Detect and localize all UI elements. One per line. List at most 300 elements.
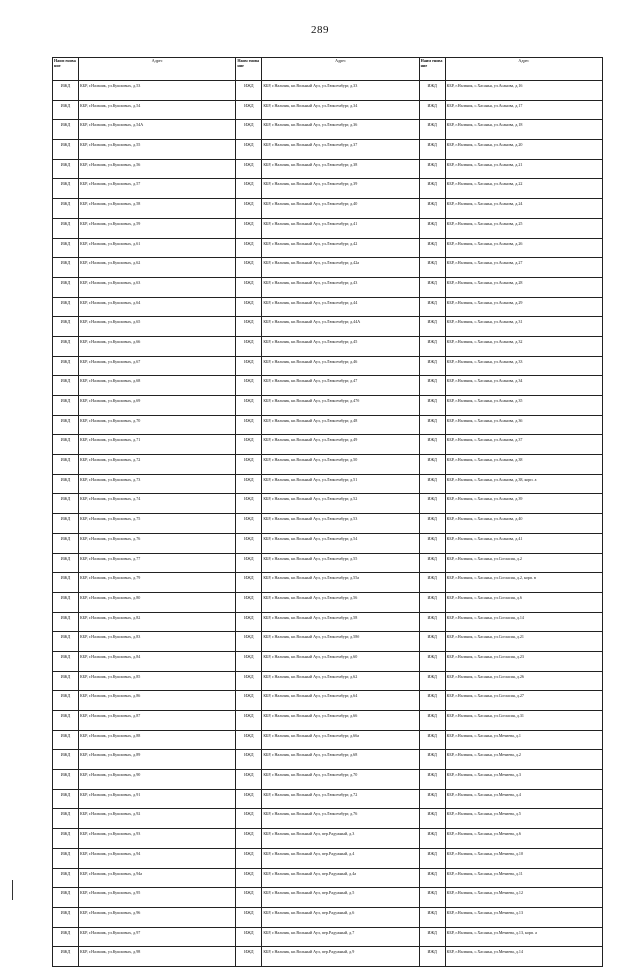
address-text: КБР, г.Нальчик, с.Хасанья, ул.Асанова, д.17 [446,102,523,108]
building-type-cell: ИЖД [236,514,262,534]
address-cell [445,730,602,750]
address-text: КБР, г.Нальчик, кп.Вольный Аул, ул.Люксембург, д.33 [263,83,358,88]
address-cell [79,435,236,455]
building-type-cell: ИЖД [236,297,262,317]
address-text: КБР, г.Нальчик, с.Хасанья, ул.Мечиева, д.10 [446,850,524,856]
address-text: КБР, г.Нальчик, с.Хасанья, ул.Мечиева, д.1 [446,732,521,738]
address-text: КБР, г.Нальчик, ул.Кушховых, д.79 [80,575,141,581]
building-type-cell: ИЖД [236,809,262,829]
address-text: КБР, г.Нальчик, кп.Вольный Аул, ул.Люксембург, д.55 [263,555,358,561]
address-text: КБР, г.Нальчик, с.Хасанья, ул.Мечиева, д.14 [446,949,524,955]
address-cell [445,848,602,868]
table-row [53,789,603,809]
address-text: КБР, г.Нальчик, кп.Вольный Аул, ул.Люксембург, д.68 [263,752,358,758]
table-row [53,888,603,908]
address-text: КБР, г.Нальчик, кп.Вольный Аул, пер.Радужный, д.6 [263,909,355,915]
header-type-1: Наим енова ние [53,58,79,81]
address-text: КБР, г.Нальчик, кп.Вольный Аул, ул.Люксембург, д.53 [263,516,358,522]
address-cell [262,671,419,691]
address-text: КБР, г.Нальчик, ул.Кушховых, д.84 [80,653,141,659]
header-address-2: Адрес [262,58,419,81]
address-cell [262,848,419,868]
building-type-cell: ИЖД [419,711,445,731]
address-cell [262,258,419,278]
address-text: КБР, г.Нальчик, с.Хасанья, ул.Мечиева, д.5 [446,811,521,817]
table-row [53,632,603,652]
address-cell [79,809,236,829]
building-type-cell: ИЖД [236,927,262,947]
table-row [53,691,603,711]
address-cell [79,100,236,120]
address-cell [262,81,419,101]
table-row [53,238,603,258]
table-row [53,514,603,534]
address-cell [445,159,602,179]
building-type-cell: ИЖД [53,770,79,790]
address-text: КБР, г.Нальчик, с.Хасанья, ул.Асанова, д.33 [446,358,523,364]
address-cell [262,553,419,573]
address-cell [445,651,602,671]
address-text: КБР, г.Нальчик, ул.Кушховых, д.82 [80,614,141,620]
building-type-cell: ИЖД [419,927,445,947]
address-cell [79,671,236,691]
address-text: КБР, г.Нальчик, ул.Кушховых, д.57 [80,181,141,187]
address-cell [79,81,236,101]
building-type-cell: ИЖД [419,868,445,888]
table-row [53,396,603,416]
address-text: КБР, г.Нальчик, ул.Кушховых, д.63 [80,279,141,285]
address-cell [262,415,419,435]
building-type-cell: ИЖД [419,120,445,140]
address-text: КБР, г.Нальчик, с.Хасанья, ул.Асанова, д.27 [446,260,523,266]
address-text: КБР, г.Нальчик, ул.Кушховых, д.98 [80,949,141,955]
building-type-cell: ИЖД [53,238,79,258]
building-type-cell: ИЖД [236,179,262,199]
address-text: КБР, г.Нальчик, кп.Вольный Аул, ул.Люксембург, д.76 [263,811,358,817]
building-type-cell: ИЖД [419,199,445,219]
building-type-cell: ИЖД [53,789,79,809]
building-type-cell: ИЖД [419,140,445,160]
building-type-cell: ИЖД [236,140,262,160]
building-type-cell: ИЖД [236,199,262,219]
address-cell [79,829,236,849]
address-cell [445,455,602,475]
address-cell [445,553,602,573]
address-cell [445,120,602,140]
building-type-cell: ИЖД [236,711,262,731]
building-type-cell: ИЖД [53,533,79,553]
address-text: КБР, г.Нальчик, кп.Вольный Аул, ул.Люксембург, д.47б [263,398,360,403]
building-type-cell: ИЖД [53,809,79,829]
building-type-cell: ИЖД [53,415,79,435]
address-text: КБР, г.Нальчик, кп.Вольный Аул, ул.Люксембург, д.49 [263,437,358,443]
address-text: КБР, г.Нальчик, ул.Кушховых, д.86 [80,693,141,699]
address-text: КБР, г.Нальчик, с.Хасанья, ул.Асанова, д.21 [446,161,523,167]
building-type-cell: ИЖД [419,277,445,297]
building-type-cell: ИЖД [419,789,445,809]
building-type-cell: ИЖД [236,415,262,435]
address-text: КБР, г.Нальчик, ул.Кушховых, д.65 [80,319,141,325]
table-row [53,848,603,868]
address-cell [79,514,236,534]
address-cell [262,494,419,514]
building-type-cell: ИЖД [236,474,262,494]
address-cell [79,179,236,199]
table-row [53,258,603,278]
address-text: КБР, г.Нальчик, кп.Вольный Аул, ул.Люксембург, д.41 [263,220,358,226]
building-type-cell: ИЖД [53,317,79,337]
address-text: КБР, г.Нальчик, ул.Кушховых, д.58 [80,201,141,207]
table-row [53,533,603,553]
building-type-cell: ИЖД [236,277,262,297]
address-cell [445,435,602,455]
table-row [53,868,603,888]
table-row [53,140,603,160]
address-text: КБР, г.Нальчик, ул.Кушховых, д.94 [80,850,141,856]
address-text: КБР, г.Нальчик, с.Хасанья, ул.Мечиева, д.3 [446,772,521,778]
address-cell [262,750,419,770]
address-text: КБР, г.Нальчик, с.Хасанья, ул.Асанова, д.26 [446,240,523,246]
building-type-cell: ИЖД [419,947,445,967]
address-text: КБР, г.Нальчик, кп.Вольный Аул, ул.Люксембург, д.47 [263,378,358,384]
address-text: КБР, г.Нальчик, с.Хасанья, ул.Асанова, д.28 [446,279,523,285]
address-cell [79,533,236,553]
address-text: КБР, г.Нальчик, с.Хасанья, ул.Асанова, д.16 [446,83,523,88]
address-text: КБР, г.Нальчик, ул.Кушховых, д.97 [80,929,141,935]
building-type-cell: ИЖД [53,848,79,868]
building-type-cell: ИЖД [419,376,445,396]
address-cell [445,317,602,337]
table-row [53,297,603,317]
address-text: КБР, г.Нальчик, кп.Вольный Аул, ул.Люксембург, д.51 [263,476,358,482]
address-cell [445,888,602,908]
address-cell [79,277,236,297]
building-type-cell: ИЖД [53,553,79,573]
address-cell [79,888,236,908]
table-row [53,809,603,829]
address-text: КБР, г.Нальчик, кп.Вольный Аул, ул.Люксембург, д.34 [263,102,358,108]
table-row [53,573,603,593]
address-text: КБР, г.Нальчик, кп.Вольный Аул, пер.Радужный, д.9 [263,949,355,955]
address-cell [262,159,419,179]
building-type-cell: ИЖД [53,947,79,967]
building-type-cell: ИЖД [419,297,445,317]
table-row [53,770,603,790]
address-cell [79,848,236,868]
address-text: КБР, г.Нальчик, с.Хасанья, ул.Мечиева, д.4 [446,791,521,797]
address-cell [79,553,236,573]
table-row [53,829,603,849]
building-type-cell: ИЖД [419,179,445,199]
address-cell [262,907,419,927]
building-type-cell: ИЖД [53,297,79,317]
address-text: КБР, г.Нальчик, ул.Кушховых, д.91 [80,791,141,797]
address-cell [79,770,236,790]
table-row [53,277,603,297]
building-type-cell: ИЖД [53,907,79,927]
address-cell [262,179,419,199]
address-cell [445,789,602,809]
building-type-cell: ИЖД [236,651,262,671]
building-type-cell: ИЖД [419,907,445,927]
building-type-cell: ИЖД [419,632,445,652]
address-cell [262,317,419,337]
building-type-cell: ИЖД [53,671,79,691]
address-cell [79,336,236,356]
address-text: КБР, г.Нальчик, с.Хасанья, ул.Согласия, д.31 [446,713,524,718]
address-text: КБР, г.Нальчик, ул.Кушховых, д.62 [80,260,141,266]
building-type-cell: ИЖД [53,100,79,120]
building-type-cell: ИЖД [419,592,445,612]
address-cell [79,356,236,376]
address-text: КБР, г.Нальчик, ул.Кушховых, д.69 [80,398,141,403]
building-type-cell: ИЖД [53,592,79,612]
address-cell [79,120,236,140]
address-cell [445,356,602,376]
address-cell [79,632,236,652]
address-text: КБР, г.Нальчик, ул.Кушховых, д.90 [80,772,141,778]
building-type-cell: ИЖД [236,750,262,770]
address-text: КБР, г.Нальчик, кп.Вольный Аул, ул.Люксембург, д.46 [263,358,358,364]
address-cell [79,927,236,947]
address-cell [79,396,236,416]
address-cell [262,691,419,711]
building-type-cell: ИЖД [419,159,445,179]
address-cell [445,474,602,494]
building-type-cell: ИЖД [53,455,79,475]
building-type-cell: ИЖД [236,336,262,356]
address-cell [445,573,602,593]
building-type-cell: ИЖД [419,238,445,258]
building-type-cell: ИЖД [419,651,445,671]
address-text: КБР, г.Нальчик, с.Хасанья, ул.Мечиева, д.11 [446,870,523,876]
address-text: КБР, г.Нальчик, с.Хасанья, ул.Асанова, д.25 [446,220,523,226]
address-text: КБР, г.Нальчик, кп.Вольный Аул, ул.Люксембург, д.43 [263,279,358,285]
building-type-cell: ИЖД [53,651,79,671]
address-text: КБР, г.Нальчик, с.Хасанья, ул.Мечиева, д.13, корп. а [446,929,537,935]
address-text: КБР, г.Нальчик, с.Хасанья, ул.Асанова, д.38 [446,457,523,463]
building-type-cell: ИЖД [53,474,79,494]
address-text: КБР, г.Нальчик, кп.Вольный Аул, ул.Люксембург, д.66 [263,713,358,718]
building-type-cell: ИЖД [419,81,445,101]
address-text: КБР, г.Нальчик, кп.Вольный Аул, ул.Люксембург, д.45 [263,338,358,344]
building-type-cell: ИЖД [53,140,79,160]
address-cell [79,691,236,711]
address-cell [262,140,419,160]
address-cell [445,238,602,258]
address-cell [79,474,236,494]
address-cell [262,809,419,829]
table-row [53,907,603,927]
address-text: КБР, г.Нальчик, кп.Вольный Аул, ул.Люксембург, д.36 [263,122,358,128]
table-body [53,81,603,967]
building-type-cell: ИЖД [53,730,79,750]
table-row [53,100,603,120]
address-text: КБР, г.Нальчик, ул.Кушховых, д.75 [80,516,141,522]
building-type-cell: ИЖД [236,848,262,868]
building-type-cell: ИЖД [419,848,445,868]
address-text: КБР, г.Нальчик, с.Хасанья, ул.Асанова, д.40 [446,516,523,522]
address-text: КБР, г.Нальчик, ул.Кушховых, д.67 [80,358,141,364]
address-cell [79,218,236,238]
building-type-cell: ИЖД [53,81,79,101]
address-cell [445,533,602,553]
address-cell [262,514,419,534]
building-type-cell: ИЖД [53,750,79,770]
address-cell [445,927,602,947]
table-row [53,494,603,514]
building-type-cell: ИЖД [236,691,262,711]
building-type-cell: ИЖД [419,336,445,356]
address-cell [79,140,236,160]
address-text: КБР, г.Нальчик, кп.Вольный Аул, ул.Люксембург, д.50 [263,457,358,463]
address-cell [262,336,419,356]
address-cell [262,651,419,671]
address-cell [79,258,236,278]
address-text: КБР, г.Нальчик, с.Хасанья, ул.Асанова, д.34 [446,378,523,384]
address-cell [79,947,236,967]
address-text: КБР, г.Нальчик, ул.Кушховых, д.77 [80,555,141,561]
address-cell [79,592,236,612]
address-table [52,57,603,967]
address-cell [262,396,419,416]
address-cell [445,415,602,435]
address-cell [445,947,602,967]
building-type-cell: ИЖД [53,218,79,238]
address-text: КБР, г.Нальчик, ул.Кушховых, д.68 [80,378,141,384]
address-text: КБР, г.Нальчик, ул.Кушховых, д.55 [80,142,141,148]
building-type-cell: ИЖД [53,376,79,396]
table-row [53,415,603,435]
table-row [53,711,603,731]
building-type-cell: ИЖД [53,888,79,908]
building-type-cell: ИЖД [419,888,445,908]
address-cell [262,199,419,219]
building-type-cell: ИЖД [53,868,79,888]
address-cell [79,159,236,179]
table-row [53,455,603,475]
address-cell [262,435,419,455]
building-type-cell: ИЖД [53,356,79,376]
building-type-cell: ИЖД [53,277,79,297]
address-cell [445,218,602,238]
building-type-cell: ИЖД [236,553,262,573]
address-cell [262,376,419,396]
address-text: КБР, г.Нальчик, с.Хасанья, ул.Асанова, д.18 [446,122,523,128]
building-type-cell: ИЖД [419,514,445,534]
address-text: КБР, г.Нальчик, кп.Вольный Аул, ул.Люксембург, д.44 [263,299,358,305]
building-type-cell: ИЖД [419,829,445,849]
building-type-cell: ИЖД [236,238,262,258]
building-type-cell: ИЖД [53,573,79,593]
address-text: КБР, г.Нальчик, кп.Вольный Аул, ул.Люксембург, д.54 [263,535,358,541]
address-cell [79,376,236,396]
address-cell [79,297,236,317]
address-text: КБР, г.Нальчик, ул.Кушховых, д.54 [80,102,141,108]
address-cell [445,671,602,691]
address-text: КБР, г.Нальчик, ул.Кушховых, д.59 [80,220,141,226]
address-text: КБР, г.Нальчик, с.Хасанья, ул.Согласия, д.23 [446,653,524,659]
address-text: КБР, г.Нальчик, кп.Вольный Аул, ул.Люксембург, д.52 [263,496,358,502]
address-cell [79,494,236,514]
table-row [53,159,603,179]
building-type-cell: ИЖД [236,317,262,337]
address-text: КБР, г.Нальчик, кп.Вольный Аул, ул.Люксембург, д.40 [263,201,358,207]
address-text: КБР, г.Нальчик, ул.Кушховых, д.95 [80,890,141,896]
address-text: КБР, г.Нальчик, кп.Вольный Аул, ул.Люксембург, д.56 [263,594,358,600]
table-row [53,356,603,376]
address-text: КБР, г.Нальчик, ул.Кушховых, д.71 [80,437,141,443]
building-type-cell: ИЖД [236,455,262,475]
header-type-2: Наим енова ние [236,58,262,81]
address-cell [445,592,602,612]
building-type-cell: ИЖД [236,947,262,967]
address-text: КБР, г.Нальчик, с.Хасанья, ул.Асанова, д.29 [446,299,523,305]
address-text: КБР, г.Нальчик, с.Хасанья, ул.Мечиева, д.6 [446,831,521,837]
address-cell [79,907,236,927]
building-type-cell: ИЖД [236,533,262,553]
address-text: КБР, г.Нальчик, с.Хасанья, ул.Асанова, д.37 [446,437,523,443]
address-text: КБР, г.Нальчик, с.Хасанья, ул.Асанова, д.35 [446,398,523,403]
building-type-cell: ИЖД [419,258,445,278]
address-text: КБР, г.Нальчик, с.Хасанья, ул.Асанова, д.38, корп. а [446,476,537,482]
building-type-cell: ИЖД [419,396,445,416]
building-type-cell: ИЖД [236,907,262,927]
address-cell [79,612,236,632]
address-cell [445,907,602,927]
address-cell [262,100,419,120]
address-text: КБР, г.Нальчик, кп.Вольный Аул, ул.Люксембург, д.64 [263,693,358,699]
table-row [53,199,603,219]
address-cell [262,218,419,238]
address-text: КБР, г.Нальчик, ул.Кушховых, д.87 [80,713,141,718]
address-text: КБР, г.Нальчик, с.Хасанья, ул.Согласия, д.14 [446,614,524,620]
building-type-cell: ИЖД [53,829,79,849]
building-type-cell: ИЖД [53,632,79,652]
header-row [53,58,603,81]
address-cell [79,455,236,475]
header-address-1: Адрес [79,58,236,81]
building-type-cell: ИЖД [419,533,445,553]
address-table-container [52,57,602,967]
building-type-cell: ИЖД [236,120,262,140]
table-row [53,553,603,573]
address-text: КБР, г.Нальчик, ул.Кушховых, д.70 [80,417,141,423]
building-type-cell: ИЖД [236,888,262,908]
address-cell [79,199,236,219]
address-cell [262,277,419,297]
address-cell [262,533,419,553]
table-row [53,317,603,337]
table-row [53,179,603,199]
address-cell [262,356,419,376]
address-text: КБР, г.Нальчик, ул.Кушховых, д.64 [80,299,141,305]
address-text: КБР, г.Нальчик, кп.Вольный Аул, ул.Люксембург, д.39 [263,181,358,187]
address-text: КБР, г.Нальчик, ул.Кушховых, д.76 [80,535,141,541]
building-type-cell: ИЖД [236,376,262,396]
building-type-cell: ИЖД [53,435,79,455]
address-text: КБР, г.Нальчик, с.Хасанья, ул.Мечиева, д.2 [446,752,521,758]
address-cell [262,612,419,632]
table-row [53,651,603,671]
address-text: КБР, г.Нальчик, ул.Кушховых, д.96 [80,909,141,915]
address-text: КБР, г.Нальчик, кп.Вольный Аул, ул.Люксембург, д.55а [263,575,360,581]
address-text: КБР, г.Нальчик, с.Хасанья, ул.Согласия, д.27 [446,693,524,699]
address-cell [445,140,602,160]
address-cell [445,376,602,396]
building-type-cell: ИЖД [53,711,79,731]
address-cell [262,789,419,809]
